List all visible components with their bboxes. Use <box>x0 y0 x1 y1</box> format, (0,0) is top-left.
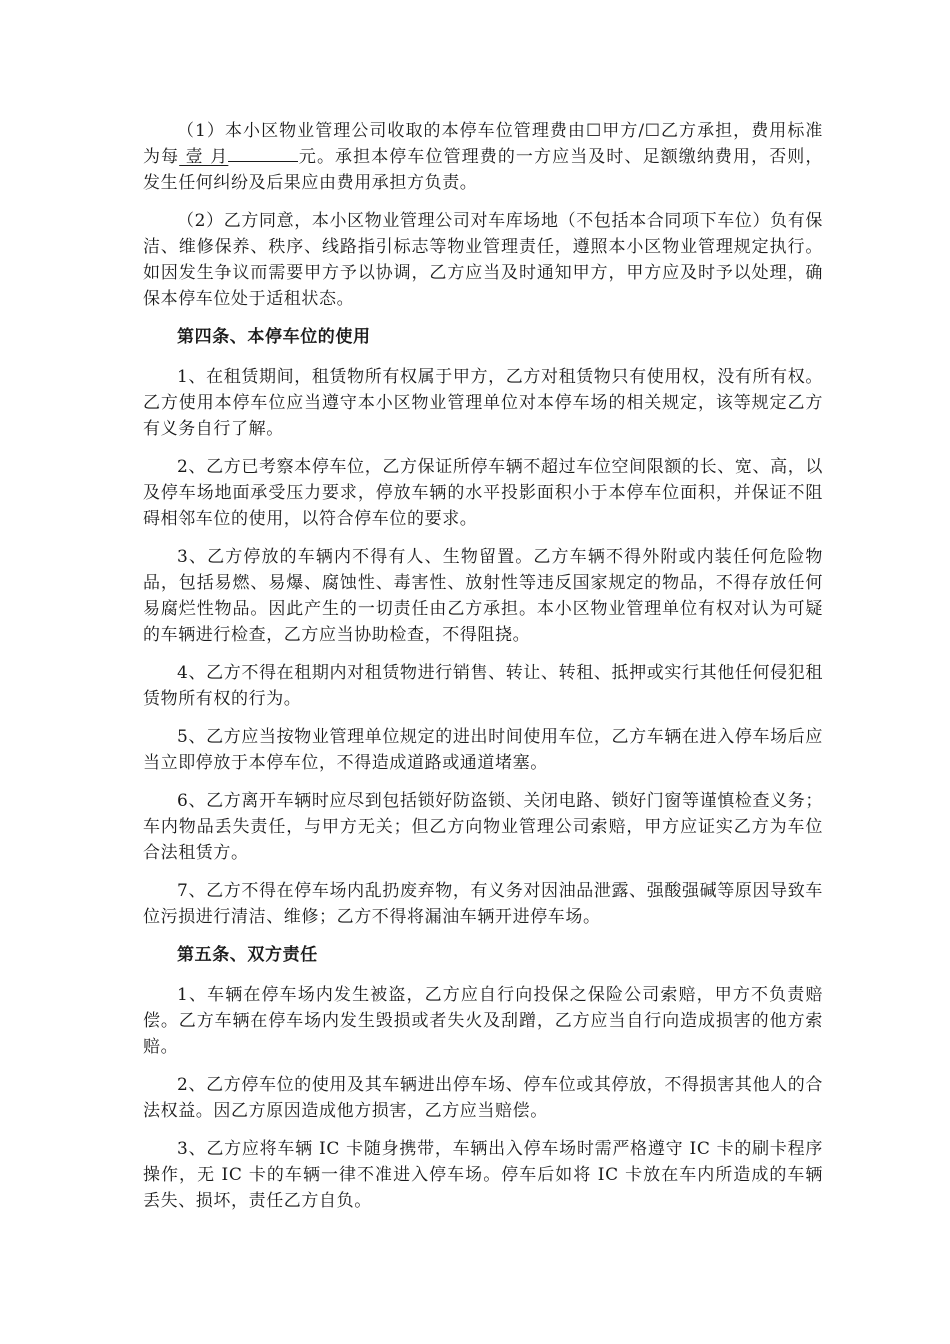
article-5-item-3: 3、乙方应将车辆 IC 卡随身携带，车辆出入停车场时需严格遵守 IC 卡的刷卡程序操作，无 IC 卡的车辆一律不准进入停车场。停车后如将 IC 卡放在车内所造成的车辆丢失、损坏，责任乙方自负。 <box>143 1139 823 1211</box>
fee-text-part2: 元。承担本停车位管理费的一方应当及时、足额缴纳费用，否则，发生任何纠纷及后果应由费用承担方负责。 <box>143 147 823 193</box>
article-4-item-6: 6、乙方离开车辆时应尽到包括锁好防盗锁、关闭电路、锁好门窗等谨慎检查义务；车内物品丢失责任，与甲方无关；但乙方向物业管理公司索赔，甲方应证实乙方为车位合法租赁方。 <box>143 791 823 863</box>
fee-paragraph <box>143 118 823 196</box>
article-4-heading: 第四条、本停车位的使用 <box>177 327 371 347</box>
property-management-paragraph: （2）乙方同意，本小区物业管理公司对车库场地（不包括本合同项下车位）负有保洁、维修保养、秩序、线路指引标志等物业管理责任，遵照本小区物业管理规定执行。如因发生争议而需要甲方予以协调，乙方应当及时通知甲方，甲方应及时予以处理，确保本停车位处于适租状态。 <box>143 211 823 309</box>
article-4-item-3: 3、乙方停放的车辆内不得有人、生物留置。乙方车辆不得外附或内装任何危险物品，包括易燃、易爆、腐蚀性、毒害性、放射性等违反国家规定的物品，不得存放任何易腐烂性物品。因此产生的一切责任由乙方承担。本小区物业管理单位有权对认为可疑的车辆进行检查，乙方应当协助检查，不得阻挠。 <box>143 547 823 645</box>
fee-amount-blank <box>228 145 298 162</box>
article-5-heading: 第五条、双方责任 <box>177 945 318 965</box>
document-page <box>143 118 823 1226</box>
article-4-item-1: 1、在租赁期间，租赁物所有权属于甲方，乙方对租赁物只有使用权，没有所有权。乙方使用本停车位应当遵守本小区物业管理单位对本停车场的相关规定，该等规定乙方有义务自行了解。 <box>143 367 823 439</box>
article-4-item-7: 7、乙方不得在停车场内乱扔废弃物，有义务对因油品泄露、强酸强碱等原因导致车位污损进行清洁、维修；乙方不得将漏油车辆开进停车场。 <box>143 881 823 927</box>
article-5-item-2: 2、乙方停车位的使用及其车辆进出停车场、停车位或其停放，不得损害其他人的合法权益。因乙方原因造成他方损害，乙方应当赔偿。 <box>143 1075 823 1121</box>
article-5-item-1: 1、车辆在停车场内发生被盗，乙方应自行向投保之保险公司索赔，甲方不负责赔偿。乙方车辆在停车场内发生毁损或者失火及刮蹭，乙方应当自行向造成损害的他方索赔。 <box>143 985 823 1057</box>
article-4-item-5: 5、乙方应当按物业管理单位规定的进出时间使用车位，乙方车辆在进入停车场后应当立即停放于本停车位，不得造成道路或通道堵塞。 <box>143 727 823 773</box>
article-4-item-4: 4、乙方不得在租期内对租赁物进行销售、转让、转租、抵押或实行其他任何侵犯租赁物所有权的行为。 <box>143 663 823 709</box>
fee-text-part1: （1）本小区物业管理公司收取的本停车位管理费由☐甲方/☐乙方承担，费用标准为每 <box>143 121 823 167</box>
article-4-item-2: 2、乙方已考察本停车位，乙方保证所停车辆不超过车位空间限额的长、宽、高，以及停车场地面承受压力要求，停放车辆的水平投影面积小于本停车位面积，并保证不阻碍相邻车位的使用，以符合停车位的要求。 <box>143 457 823 529</box>
fee-period: 壹 月 <box>179 147 229 167</box>
